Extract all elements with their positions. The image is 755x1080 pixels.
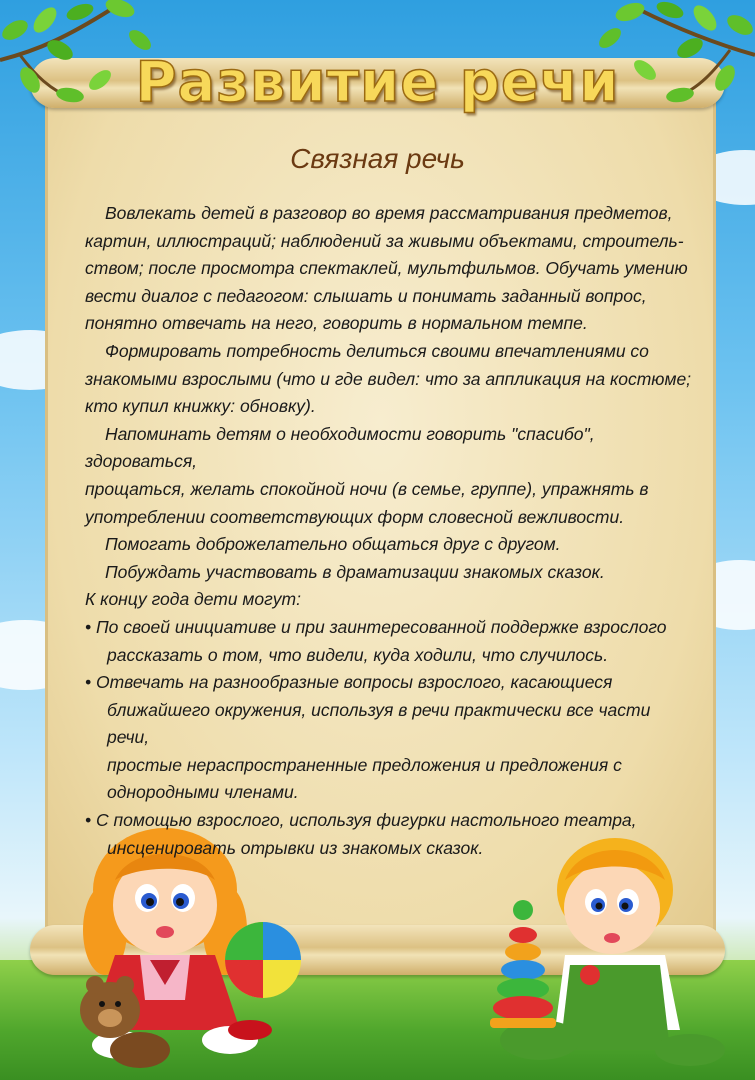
text-line: простые нераспространенные предложения и предложения с [107,754,622,775]
text-line: знакомыми взрослыми (что и где видел: что за аппликация на костюме; [85,368,692,389]
paragraph: Побуждать участвовать в драматизации знакомых сказок. [105,561,605,582]
paragraph [85,421,695,531]
text-line: Напоминать детям о необходимости говорить "спасибо", здороваться, [85,423,595,472]
page-subtitle: Связная речь [290,143,465,174]
page-title: Развитие речи [135,50,620,115]
bullet-item [85,669,695,807]
bullet-item [85,614,695,669]
text-line: однородными членами. [107,782,299,803]
bullet-item [85,807,695,862]
text-line: • Отвечать на разнообразные вопросы взрослого, касающиеся [85,672,613,693]
text-line: Формировать потребность делиться своими впечатлениями со [105,340,649,361]
text-line: вести диалог с педагогом: слышать и понимать заданный вопрос, [85,285,647,306]
text-line: ближайшего окружения, используя в речи практически все части речи, [107,699,651,748]
text-line: рассказать о том, что видели, куда ходили, что случилось. [107,644,609,665]
body-text [85,200,695,862]
text-line: понятно отвечать на него, говорить в нормальном темпе. [85,313,588,334]
paragraph [85,200,695,338]
paragraph [85,338,695,421]
text-line: ством; после просмотра спектаклей, мультфильмов. Обучать умению [85,258,688,279]
text-line: инсценировать отрывки из знакомых сказок. [107,837,484,858]
paragraph: К концу года дети могут: [85,589,301,610]
text-line: Вовлекать детей в разговор во время рассматривания предметов, [105,203,673,223]
beach-ball-illustration [225,922,301,998]
text-line: кто купил книжку: обновку). [85,396,316,417]
paragraph: Помогать доброжелательно общаться друг с другом. [105,534,561,555]
text-line: картин, иллюстраций; наблюдений за живыми объектами, строитель- [85,230,684,251]
text-line: • По своей инициативе и при заинтересованной поддержке взрослого [85,616,667,637]
ring-pyramid-toy-illustration [490,900,556,1028]
text-line: прощаться, желать спокойной ночи (в семье, группе), упражнять в [85,478,649,499]
text-line: употреблении соответствующих форм словесной вежливости. [85,506,625,527]
text-line: • С помощью взрослого, используя фигурки настольного театра, [85,810,637,831]
